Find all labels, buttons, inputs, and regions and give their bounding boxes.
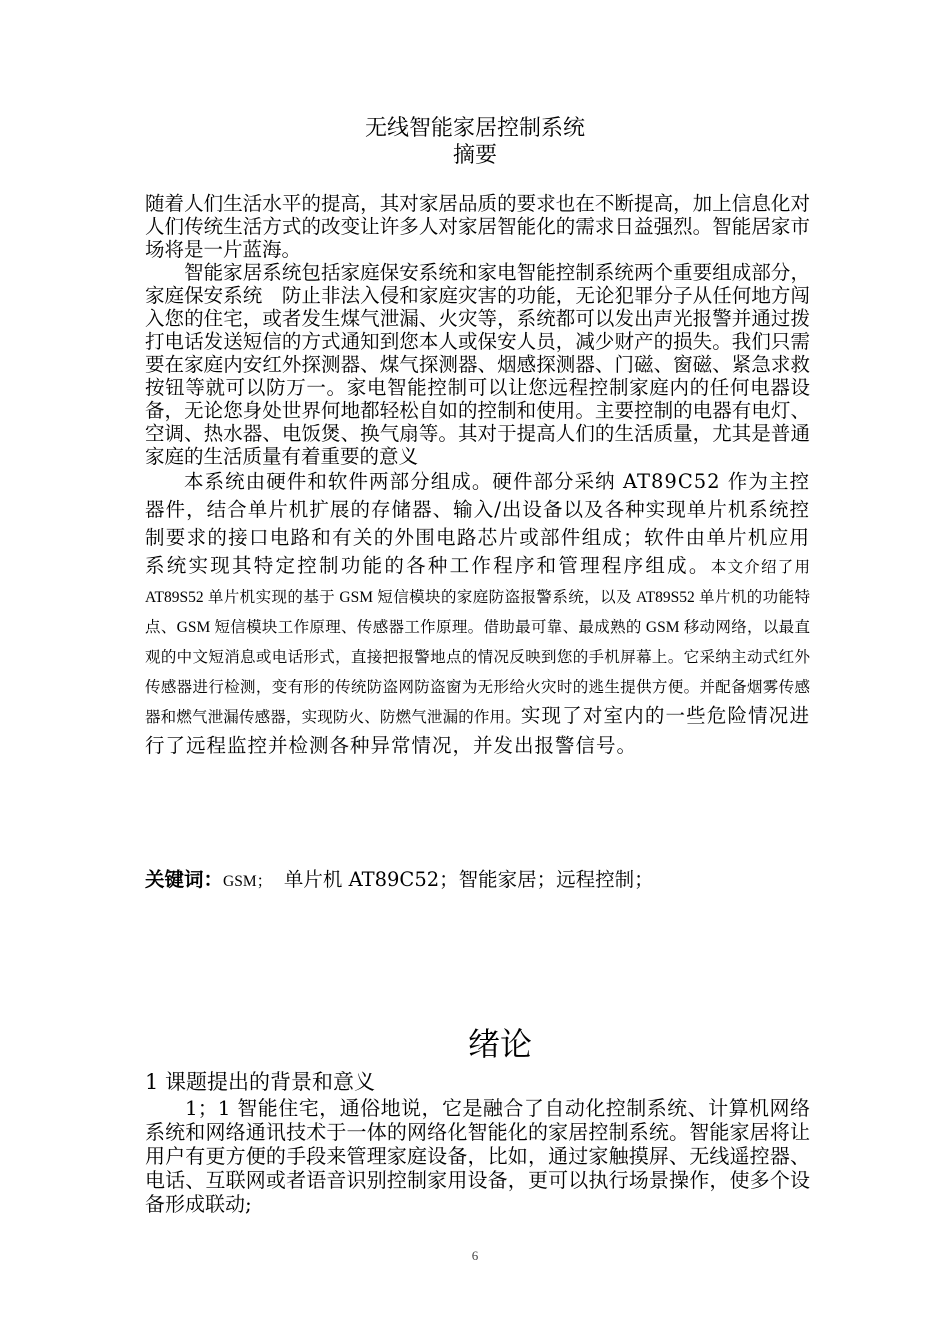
document-title: 无线智能家居控制系统 xyxy=(364,116,585,141)
intro-paragraph: 1；1 智能住宅，通俗地说，它是融合了自动化控制系统、计算机网络系统和网络通讯技术于一体的网络化智能化的家居控制系统。智能家居将让用户有更方便的手段来管理家庭设备，比如，通过家触摸屏、无线遥控器、电话、互联网或者语音识别控制家用设备，更可以执行场景操作，使多个设备形成联动; xyxy=(145,1096,810,1216)
abstract-paragraph-3 xyxy=(145,468,810,760)
abstract-body xyxy=(145,192,810,760)
abstract-paragraph-3-part-c: 实现了对室内的一些危险情况进行了远程监控并检测各种异常情况，并发出报警信号。 xyxy=(145,704,810,757)
keyword-gsm: GSM； xyxy=(223,873,265,890)
intro-body xyxy=(145,1096,810,1216)
abstract-paragraph-3-part-a: 本系统由硬件和软件两部分组成。硬件部分采纳 AT89C52 作为主控器件，结合单片机扩展的存储器、输入/出设备以及各种实现单片机系统控制要求的接口电路和有关的外围电路芯片或部件组成；软件由单片机应用系统实现其特定控制功能的各种工作程序和管理程序组成。 xyxy=(145,470,810,577)
abstract-paragraph-1: 随着人们生活水平的提高，其对家居品质的要求也在不断提高，加上信息化对人们传统生活方式的改变让许多人对家居智能化的需求日益强烈。智能居家市场将是一片蓝海。 xyxy=(145,192,810,261)
abstract-paragraph-3-part-b: 本文介绍了用 AT89S52 单片机实现的基于 GSM 短信模块的家庭防盗报警系统，以及 AT89S52 单片机的功能特点、GSM 短信模块工作原理、传感器工作原理。借助最可靠、最成熟的 GSM 移动网络，以最直观的中文短消息或电话形式，直接把报警地点的情况反映到您的手机屏幕上。它采纳主动式红外传感器进行检测，变有形的传统防盗网防盗窗为无形给火灾时的逃生提供方便。并配备烟雾传感器和燃气泄漏传感器，实现防火、防燃气泄漏的作用。 xyxy=(145,559,810,726)
abstract-paragraph-2: 智能家居系统包括家庭保安系统和家电智能控制系统两个重要组成部分，家庭保安系统 防止非法入侵和家庭灾害的功能，无论犯罪分子从任何地方闯入您的住宅，或者发生煤气泄漏、火灾等，系统都可以发出声光报警并通过拨打电话发送短信的方式通知到您本人或保安人员，减少财产的损失。我们只需要在家庭内安红外探测器、煤气探测器、烟感探测器、门磁、窗磁、紧急求救按钮等就可以防万一。家电智能控制可以让您远程控制家庭内的任何电器设备，无论您身处世界何地都轻松自如的控制和使用。主要控制的电器有电灯、空调、热水器、电饭煲、换气扇等。其对于提高人们的生活质量，尤其是普通家庭的生活质量有着重要的意义 xyxy=(145,261,810,468)
keywords-line xyxy=(145,866,845,896)
chapter-title: 绪论 xyxy=(467,1025,532,1063)
page-number: 6 xyxy=(471,1248,479,1263)
abstract-heading: 摘要 xyxy=(452,143,497,168)
section-title: 1 课题提出的背景和意义 xyxy=(145,1070,376,1094)
keywords-list: 单片机 AT89C52；智能家居；远程控制； xyxy=(264,868,654,891)
keywords-label: 关键词： xyxy=(145,868,224,891)
